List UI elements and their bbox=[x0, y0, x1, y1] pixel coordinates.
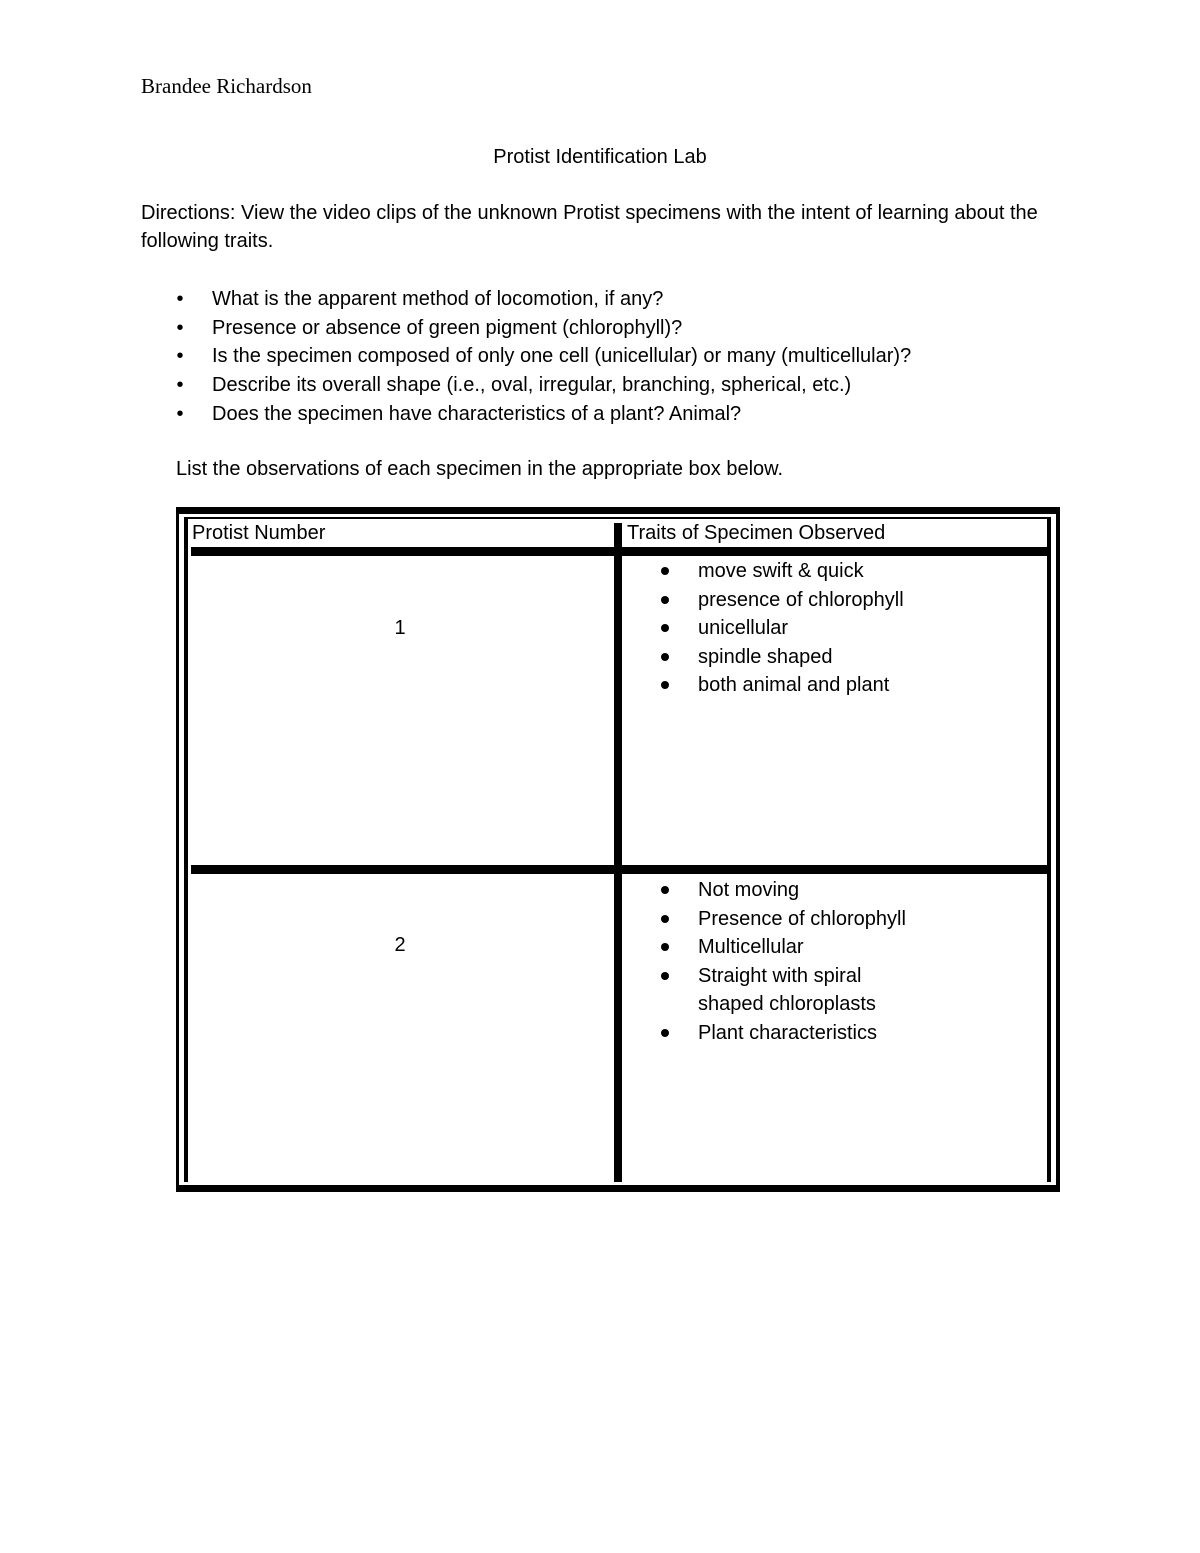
observation-text: Presence of chlorophyll bbox=[698, 907, 906, 930]
list-instruction: List the observations of each specimen in the appropriate box below. bbox=[176, 458, 784, 480]
observation-list-1 bbox=[661, 557, 904, 700]
observation-item bbox=[661, 876, 906, 905]
directions-paragraph: Directions: View the video clips of the unknown Protist specimens with the intent of learning about the following traits. bbox=[141, 202, 1038, 252]
observation-item bbox=[661, 643, 904, 672]
trait-text: Presence or absence of green pigment (chlorophyll)? bbox=[212, 316, 683, 339]
observation-item bbox=[661, 905, 906, 934]
observation-text: spindle shaped bbox=[698, 645, 833, 668]
traits-list-item bbox=[172, 371, 911, 400]
header-protist-number: Protist Number bbox=[192, 522, 326, 544]
trait-text: What is the apparent method of locomotion, if any? bbox=[212, 288, 664, 310]
document-title: Protist Identification Lab bbox=[493, 146, 707, 168]
table-border-top bbox=[176, 507, 1060, 514]
traits-list-item bbox=[172, 400, 911, 429]
bullet-icon bbox=[661, 915, 669, 923]
bullet-icon: • bbox=[176, 316, 184, 339]
table-border-bottom bbox=[176, 1185, 1060, 1192]
observation-text: Straight with spiral bbox=[698, 964, 862, 987]
observation-text: presence of chlorophyll bbox=[698, 588, 904, 611]
bullet-icon: • bbox=[176, 402, 184, 425]
observation-item bbox=[661, 586, 904, 615]
author-name: Brandee Richardson bbox=[141, 74, 312, 98]
observation-item bbox=[661, 557, 904, 586]
observation-text: Not moving bbox=[698, 879, 800, 901]
bullet-icon bbox=[661, 943, 669, 951]
header-traits-observed: Traits of Specimen Observed bbox=[627, 522, 886, 544]
observation-item bbox=[661, 614, 904, 643]
observation-item bbox=[661, 962, 906, 991]
table-border-left bbox=[176, 507, 179, 1192]
table-border-right bbox=[1056, 507, 1060, 1192]
table-border-left-inner bbox=[184, 517, 188, 1182]
observation-item bbox=[661, 671, 904, 700]
observation-text: both animal and plant bbox=[698, 674, 890, 696]
column-divider bbox=[614, 523, 622, 1182]
observation-text: move swift & quick bbox=[698, 560, 864, 582]
observation-text: Plant characteristics bbox=[698, 1021, 877, 1044]
observation-text: unicellular bbox=[698, 617, 789, 639]
bullet-icon bbox=[661, 1029, 669, 1037]
traits-list bbox=[172, 285, 911, 428]
bullet-icon: • bbox=[176, 288, 184, 310]
bullet-icon bbox=[661, 624, 669, 632]
observation-item bbox=[661, 1019, 906, 1048]
observation-list-2 bbox=[661, 876, 906, 1047]
bullet-icon bbox=[661, 886, 669, 894]
protist-number-1: 1 bbox=[394, 617, 406, 639]
traits-list-item bbox=[172, 314, 911, 343]
bullet-icon: • bbox=[176, 345, 184, 368]
trait-text: Does the specimen have characteristics of a plant? Animal? bbox=[212, 402, 742, 425]
trait-text: Is the specimen composed of only one cell (unicellular) or many (multicellular)? bbox=[212, 345, 912, 368]
row-separator bbox=[191, 865, 1048, 874]
observation-text: Multicellular bbox=[698, 936, 804, 958]
observation-item-continued bbox=[661, 990, 906, 1019]
header-separator bbox=[191, 547, 1048, 556]
bullet-icon bbox=[661, 972, 669, 980]
observation-text: shaped chloroplasts bbox=[698, 993, 876, 1015]
trait-text: Describe its overall shape (i.e., oval, irregular, branching, spherical, etc.) bbox=[212, 374, 852, 397]
bullet-icon bbox=[661, 596, 669, 604]
observation-item bbox=[661, 933, 906, 962]
protist-number-2: 2 bbox=[394, 934, 406, 956]
bullet-icon bbox=[661, 681, 669, 689]
table-border-right-inner bbox=[1047, 517, 1051, 1182]
bullet-icon bbox=[661, 567, 669, 575]
traits-list-item bbox=[172, 285, 911, 314]
bullet-icon bbox=[661, 653, 669, 661]
bullet-icon: • bbox=[176, 374, 184, 397]
traits-list-item bbox=[172, 342, 911, 371]
